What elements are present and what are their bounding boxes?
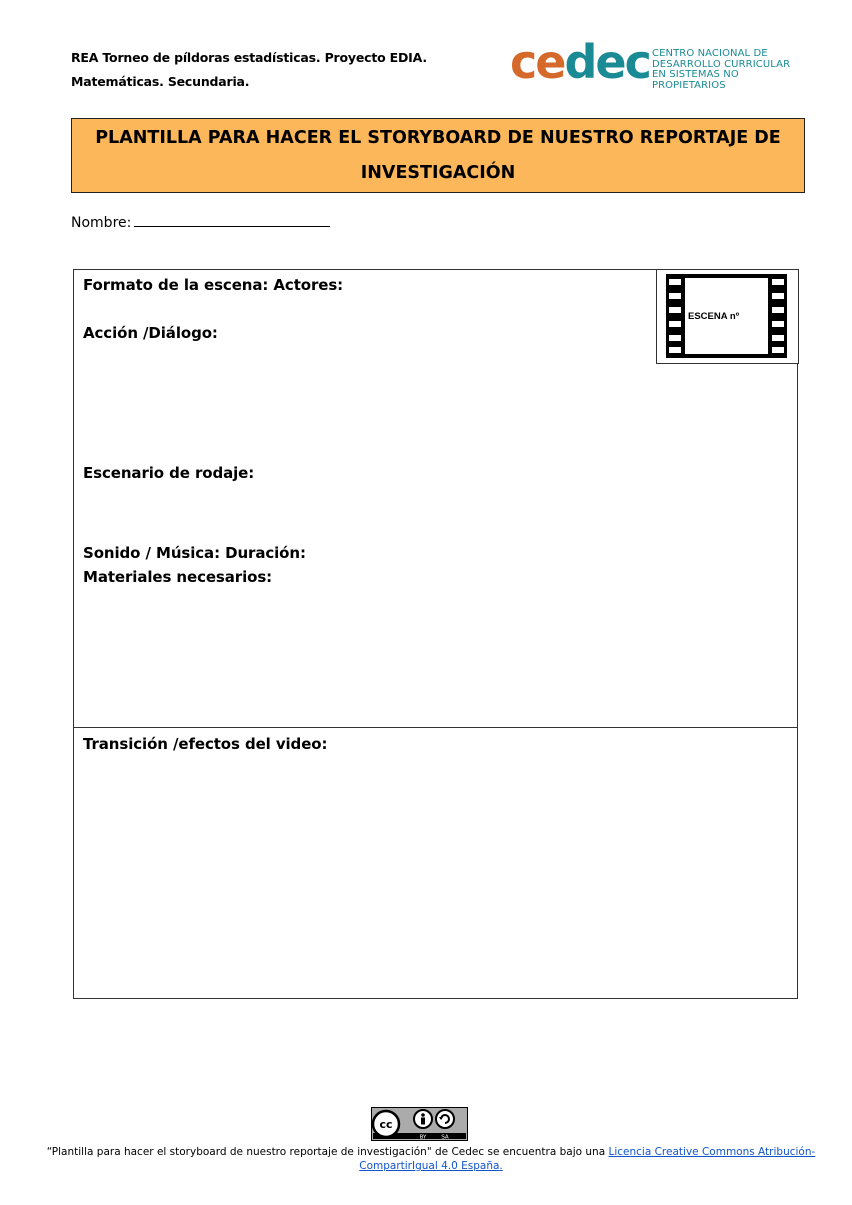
license-footer <box>30 1145 832 1173</box>
scene-storyboard-box <box>73 269 798 999</box>
action-dialogue-label: Acción /Diálogo: <box>83 324 218 342</box>
logo-wordmark <box>510 34 650 90</box>
logo-subtitle-line-2: DESARROLLO CURRICULAR <box>652 58 791 70</box>
scene-number-label: ESCENA nº <box>688 311 740 322</box>
name-field <box>71 210 330 231</box>
document-title: PLANTILLA PARA HACER EL STORYBOARD DE NUESTRO REPORTAJE DE INVESTIGACIÓN <box>95 127 781 183</box>
logo-word-part-1: ce <box>510 35 565 89</box>
materials-label: Materiales necesarios: <box>83 568 273 586</box>
transition-effects-label: Transición /efectos del video: <box>83 735 328 753</box>
scene-number-frame <box>656 269 799 364</box>
creative-commons-badge[interactable] <box>371 1107 468 1141</box>
scene-format-label: Formato de la escena: Actores: <box>83 276 344 294</box>
sound-music-label: Sonido / Música: Duración: <box>83 544 306 562</box>
name-label: Nombre: <box>71 215 132 231</box>
svg-text:cc: cc <box>379 1118 393 1131</box>
film-strip-icon <box>666 274 787 358</box>
license-text: “Plantilla para hacer el storyboard de nuestro reportaje de investigación" de Cedec se encuentra bajo una <box>46 1146 609 1158</box>
header-line-1: REA Torneo de píldoras estadísticas. Proyecto EDIA. <box>71 50 427 65</box>
badge-sa-label: SA <box>441 1134 449 1141</box>
name-blank-line[interactable] <box>134 210 330 227</box>
badge-by-label: BY <box>419 1134 427 1141</box>
logo-subtitle-line-1: CENTRO NACIONAL DE <box>652 48 768 59</box>
filming-location-label: Escenario de rodaje: <box>83 464 255 482</box>
document-header <box>71 46 427 94</box>
logo-subtitle-line-3: EN SISTEMAS NO PROPIETARIOS <box>652 69 739 91</box>
share-alike-icon <box>436 1110 454 1128</box>
logo-word-part-2: dec <box>564 35 650 89</box>
title-banner <box>71 118 805 193</box>
header-line-2: Matemáticas. Secundaria. <box>71 74 250 89</box>
cedec-logo <box>510 35 810 91</box>
scene-divider <box>74 727 797 728</box>
license-link[interactable]: Licencia Creative Commons Atribución-CompartirIgual 4.0 España. <box>359 1146 816 1172</box>
logo-subtitle <box>652 49 810 91</box>
